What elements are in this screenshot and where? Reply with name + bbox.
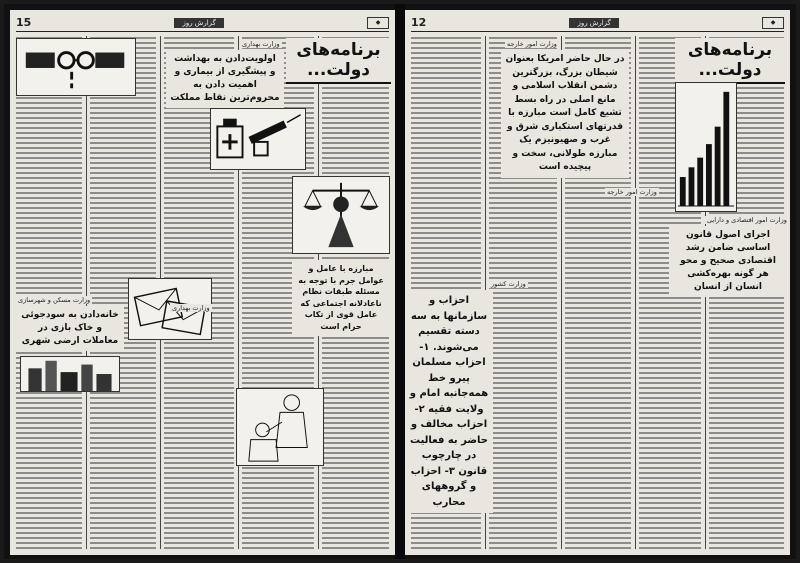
bar-chart-illustration: [675, 82, 737, 212]
justice-scales-illustration: [292, 176, 390, 254]
housing-ministry-label: وزارت مسکن و شهرسازی: [18, 296, 91, 304]
economy-headline: اجرای اصول قانون اساسی ضامن رشد اقتصادی صحیح و محو هر گونه بهره‌کشی انسان از انسان: [669, 226, 787, 297]
right-main-title: برنامه‌های دولت...: [675, 38, 785, 84]
left-page-number: 15: [16, 16, 32, 29]
economy-ministry-label: وزارت امور اقتصادی و دارایی: [707, 216, 787, 224]
newspaper-logo: ◆: [762, 17, 784, 29]
newspaper-logo: ◆: [367, 17, 389, 29]
interior-ministry-label: وزارت کشور: [491, 280, 526, 288]
doctor-patient-illustration: [236, 388, 324, 466]
housing-headline: خانه‌دادن به سودجوئی و خاک بازی در معاملات ارضی شهری: [16, 306, 124, 351]
health-ministry-label: وزارت بهداری: [242, 40, 280, 48]
left-main-title: برنامه‌های دولت...: [286, 38, 391, 84]
right-page-number: 12: [411, 16, 427, 29]
newspaper-spread: [4, 4, 796, 559]
political-parties-headline: احزاب و سازمانها به سه دسته تقسیم می‌شوند. ۱- احزاب مسلمان پیرو خط همه‌جانبه امام و ولایت فقیه ۲- احزاب مخالف و حاضر به فعالیت در چارچوب قانون ۳- احزاب و گروههای محارب: [405, 290, 493, 513]
left-section-band: گزارش روز: [174, 18, 223, 28]
city-buildings-illustration: [20, 356, 120, 392]
justice-headline: مبارزه با عامل و عوامل جرم با توجه به مسئله طبقات نظام ناعادلانه اجتماعی که عامل قوی از تکاب حرام است: [292, 260, 390, 336]
foreign-policy-headline: در حال حاضر امریکا بعنوان شیطان بزرگ، بزرگترین دشمن انقلاب اسلامی و مانع اصلی در راه بسط تشیع کامل است مبارزه با قدرتهای استکباری شرق و غرب و صهیونیزم یک مبارزه طولانی، سخت و پیچیده است: [501, 50, 629, 178]
text-column: [14, 36, 84, 549]
left-page: [10, 10, 395, 555]
page-gutter: [395, 4, 405, 559]
health-ministry-footer: وزارت بهداری: [172, 304, 210, 312]
left-page-header: [16, 14, 389, 32]
right-section-band: گزارش روز: [569, 18, 618, 28]
health-headline: اولویت‌دادن به بهداشت و پیشگیری از بیماری و اهمیت دادن به محروم‌ترین نقاط مملکت: [166, 50, 284, 108]
handcuff-illustration: [16, 38, 136, 96]
right-page: [405, 10, 790, 555]
right-page-header: [411, 14, 784, 32]
syringe-illustration: [210, 108, 306, 170]
interior-ministry-footer: وزارت امور خارجه: [607, 188, 657, 196]
foreign-ministry-label: وزارت امور خارجه: [507, 40, 557, 48]
